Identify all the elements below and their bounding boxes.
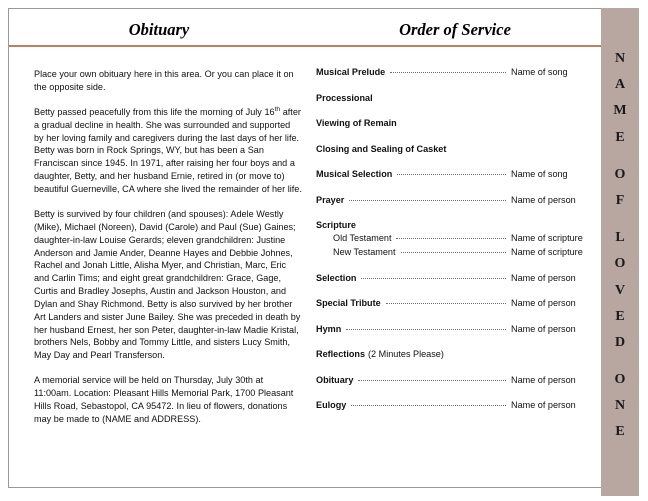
band-letter: F [615,192,625,208]
band-letter: E [615,129,625,145]
order-item-label: Old Testament [333,233,392,243]
order-of-service-row [316,144,601,154]
band-letter: A [614,77,626,93]
order-of-service-row [316,247,601,257]
dotted-leader [401,252,506,253]
obituary-column [34,68,302,438]
row-spacer [316,334,601,350]
row-spacer [316,179,601,195]
band-letter: D [614,334,626,350]
band-letter: O [614,256,626,272]
order-of-service-row [316,375,601,385]
order-item-label: Hymn [316,323,342,334]
dotted-leader [390,72,506,73]
order-item-value: Name of person [511,194,576,205]
order-item-label: Closing and Sealing of Casket [316,143,447,154]
order-of-service-row [316,195,601,205]
obituary-heading: Obituary [128,20,190,39]
order-of-service-heading: Order of Service [399,20,511,39]
scripture-group-heading: Scripture [316,220,356,230]
obituary-paragraph: Betty is survived by four children (and spouses): Adele Westly (Mike), Michael (Noreen), David (Carole) and Paul (Sue) Gaines; daughter-in-law Louise Gerards; eleven grandchildren: Justine Anderson and Jamie Ander, Deanne Hayes and Debbie Johnes, Rachel and Jonah Little, Alisha Myer, and Christian, Marc, Eric and Carlin Tims; and eight great grandchildren: Grace, Gage, Curtis and Bradley Josephs, Austin and Jackson Houston, and Dylan and Shay Richmond. Betty is also survived by her brother Art Landers and sister June Bailey. She was preceded in death by her husband Ernest, her son Peter, daughter-in-law Madie Kristal, brothers Nels, Bobby and Tommy Little, and sisters Lucy Smith, May Day and Pearl Transferson. [34,208,301,361]
order-of-service-row [316,324,601,334]
order-item-value: Name of person [511,272,576,283]
band-letter: M [613,103,627,119]
dotted-leader [386,303,506,304]
order-item-label: Selection [316,272,357,283]
order-item-label: Reflections [316,349,366,359]
row-spacer [316,283,601,299]
order-of-service-row [316,273,601,283]
order-item-value: Name of person [511,374,576,385]
order-item-value: Name of person [511,298,576,308]
order-item-label: Viewing of Remain [316,118,397,128]
page-content [9,9,601,487]
dotted-leader [396,238,506,239]
band-letter: N [614,51,626,66]
order-item-value: Name of song [511,67,568,77]
order-item-label: Musical Prelude [316,67,386,77]
obituary-paragraph: A memorial service will be held on Thursday, July 30th at 11:00am. Location: Pleasant Hills Memorial Park, 1700 Pleasant Hills Road, Sebastopol, CA 95472. In lieu of flowers, donations may be made to (NAME and ADDRESS). [34,375,294,424]
order-of-service-row [316,67,601,77]
order-item-label: Processional [316,92,373,103]
row-spacer [316,308,601,324]
order-item-label: Obituary [316,374,354,385]
order-item-value: Name of person [511,400,576,410]
row-spacer [316,103,601,119]
dotted-leader [361,278,506,279]
order-of-service-column [316,67,601,410]
dotted-leader [349,200,506,201]
obituary-paragraph: Place your own obituary here in this area. Or you can place it on the opposite side. [34,69,294,92]
band-letter: O [614,166,626,182]
band-letter: N [614,398,626,414]
order-item-value: Name of person [511,323,576,334]
band-letter: V [614,282,626,298]
order-item-label: Musical Selection [316,169,393,179]
order-item-label: Special Tribute [316,298,381,308]
row-spacer [316,77,601,93]
row-spacer [316,385,601,401]
row-spacer [316,205,601,221]
obituary-paragraph: Betty passed peacefully from this life the morning of July 16th after a gradual decline in health. She was surrounded and supported by her loving family and caregivers during the last days of her life. Betty was born in Rock Springs, WY, but has been a San Franciscan since 1945. In 1971, after raising her four boys and a daughter, Betty, and her husband Ernie, retired in (or move to) beautiful Guerneville, CA where she lived the remainder of her life. [34,105,302,194]
order-item-value: Name of song [511,169,568,179]
name-of-loved-one-band [601,8,639,496]
order-item-note: (2 Minutes Please) [368,349,444,359]
order-item-label: Prayer [316,194,345,205]
order-of-service-row [316,93,601,103]
dotted-leader [346,329,506,330]
order-of-service-row [316,233,601,243]
order-of-service-row [316,169,601,179]
dotted-leader [397,174,506,175]
order-item-label: New Testament [333,247,396,257]
order-item-value: Name of scripture [511,247,583,257]
accent-divider-rule [9,45,601,47]
order-of-service-row [316,118,601,128]
row-spacer [316,257,601,273]
order-of-service-row [316,349,601,359]
order-of-service-row [316,298,601,308]
order-item-label: Eulogy [316,400,347,410]
row-spacer [316,128,601,144]
dotted-leader [351,405,506,406]
band-letter: O [614,372,626,388]
order-item-value: Name of scripture [511,233,583,243]
row-spacer [316,154,601,170]
band-letter: E [615,424,625,440]
band-letter: E [615,308,625,324]
band-letter: L [615,230,625,246]
column-headings [9,9,601,41]
row-spacer [316,359,601,375]
dotted-leader [358,380,506,381]
order-of-service-row [316,400,601,410]
